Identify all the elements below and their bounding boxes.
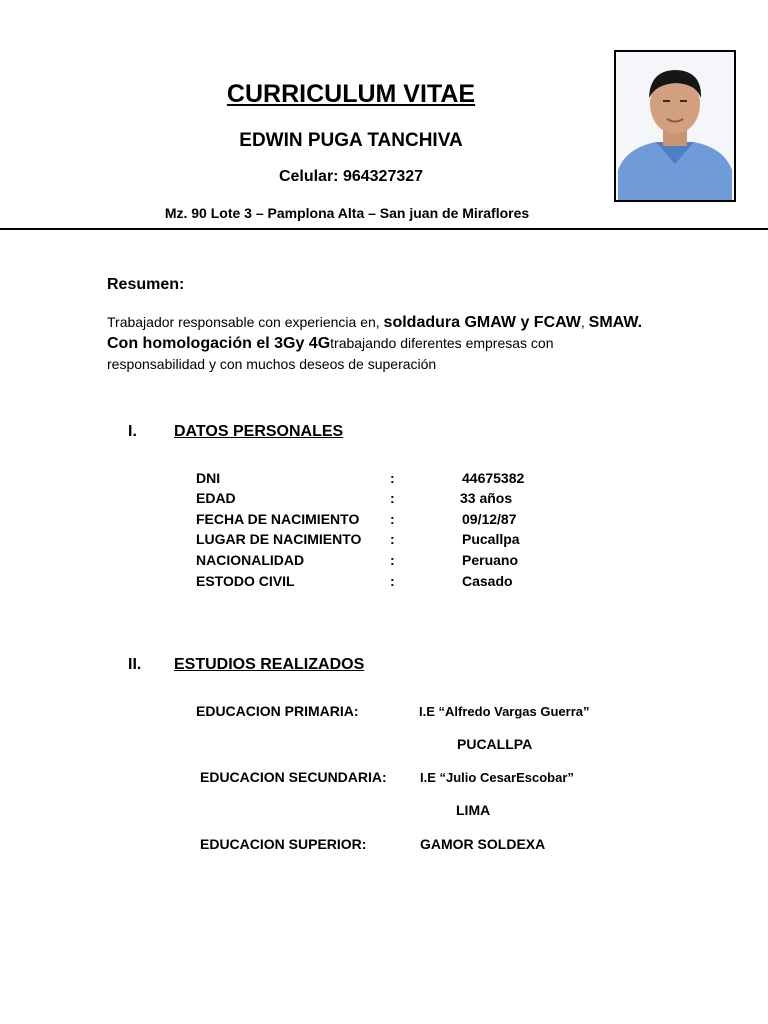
- education-label: EDUCACION PRIMARIA:: [196, 703, 359, 719]
- field-label: NACIONALIDAD: [196, 552, 305, 568]
- header-divider: [0, 228, 768, 230]
- page-title: CURRICULUM VITAE: [226, 80, 476, 108]
- field-value: 09/12/87: [462, 511, 517, 527]
- summary-text-part: ,: [580, 314, 585, 330]
- section-number: II.: [128, 656, 142, 673]
- education-city: PUCALLPA: [457, 736, 533, 752]
- field-value: Peruano: [462, 552, 519, 568]
- summary-heading: Resumen:: [107, 276, 185, 293]
- candidate-name: EDWIN PUGA TANCHIVA: [239, 130, 463, 151]
- education-city: LIMA: [456, 802, 491, 818]
- field-label: EDAD: [196, 490, 236, 506]
- field-value: 33 años: [460, 490, 513, 506]
- education-label: EDUCACION SECUNDARIA:: [200, 769, 387, 785]
- field-separator: :: [390, 490, 395, 506]
- education-school: GAMOR SOLDEXA: [420, 836, 546, 852]
- section-title-studies: ESTUDIOS REALIZADOS: [174, 656, 365, 673]
- field-separator: :: [390, 531, 395, 547]
- summary-text-part: Trabajador responsable con experiencia en,: [107, 314, 384, 330]
- section-title-personal: DATOS PERSONALES: [174, 423, 344, 440]
- summary-highlight: SMAW. Con homologación el 3Gy 4G: [107, 314, 643, 352]
- education-school: I.E “Alfredo Vargas Guerra”: [419, 704, 590, 719]
- field-separator: :: [390, 573, 395, 589]
- summary-highlight: soldadura GMAW y FCAW: [383, 314, 581, 331]
- education-school: I.E “Julio CesarEscobar”: [420, 770, 574, 785]
- field-separator: :: [390, 511, 395, 527]
- field-separator: :: [390, 552, 395, 568]
- phone-number: Celular: 964327327: [278, 168, 424, 185]
- field-value: Casado: [462, 573, 513, 589]
- person-photo-icon: [616, 52, 734, 200]
- field-value: Pucallpa: [462, 531, 520, 547]
- field-label: ESTODO CIVIL: [196, 573, 295, 589]
- summary-text: [107, 312, 647, 374]
- field-label: LUGAR DE NACIMIENTO: [196, 531, 362, 547]
- section-number: I.: [128, 423, 137, 440]
- person-photo: [614, 50, 736, 202]
- summary-text-part: trabajando diferentes empresas con responsabilidad y con muchos deseos de superación: [107, 335, 554, 372]
- field-value: 44675382: [462, 470, 525, 486]
- education-label: EDUCACION SUPERIOR:: [200, 836, 367, 852]
- address: Mz. 90 Lote 3 – Pamplona Alta – San juan de Miraflores: [164, 205, 530, 221]
- field-separator: :: [390, 470, 395, 486]
- field-label: DNI: [196, 470, 221, 486]
- field-label: FECHA DE NACIMIENTO: [196, 511, 360, 527]
